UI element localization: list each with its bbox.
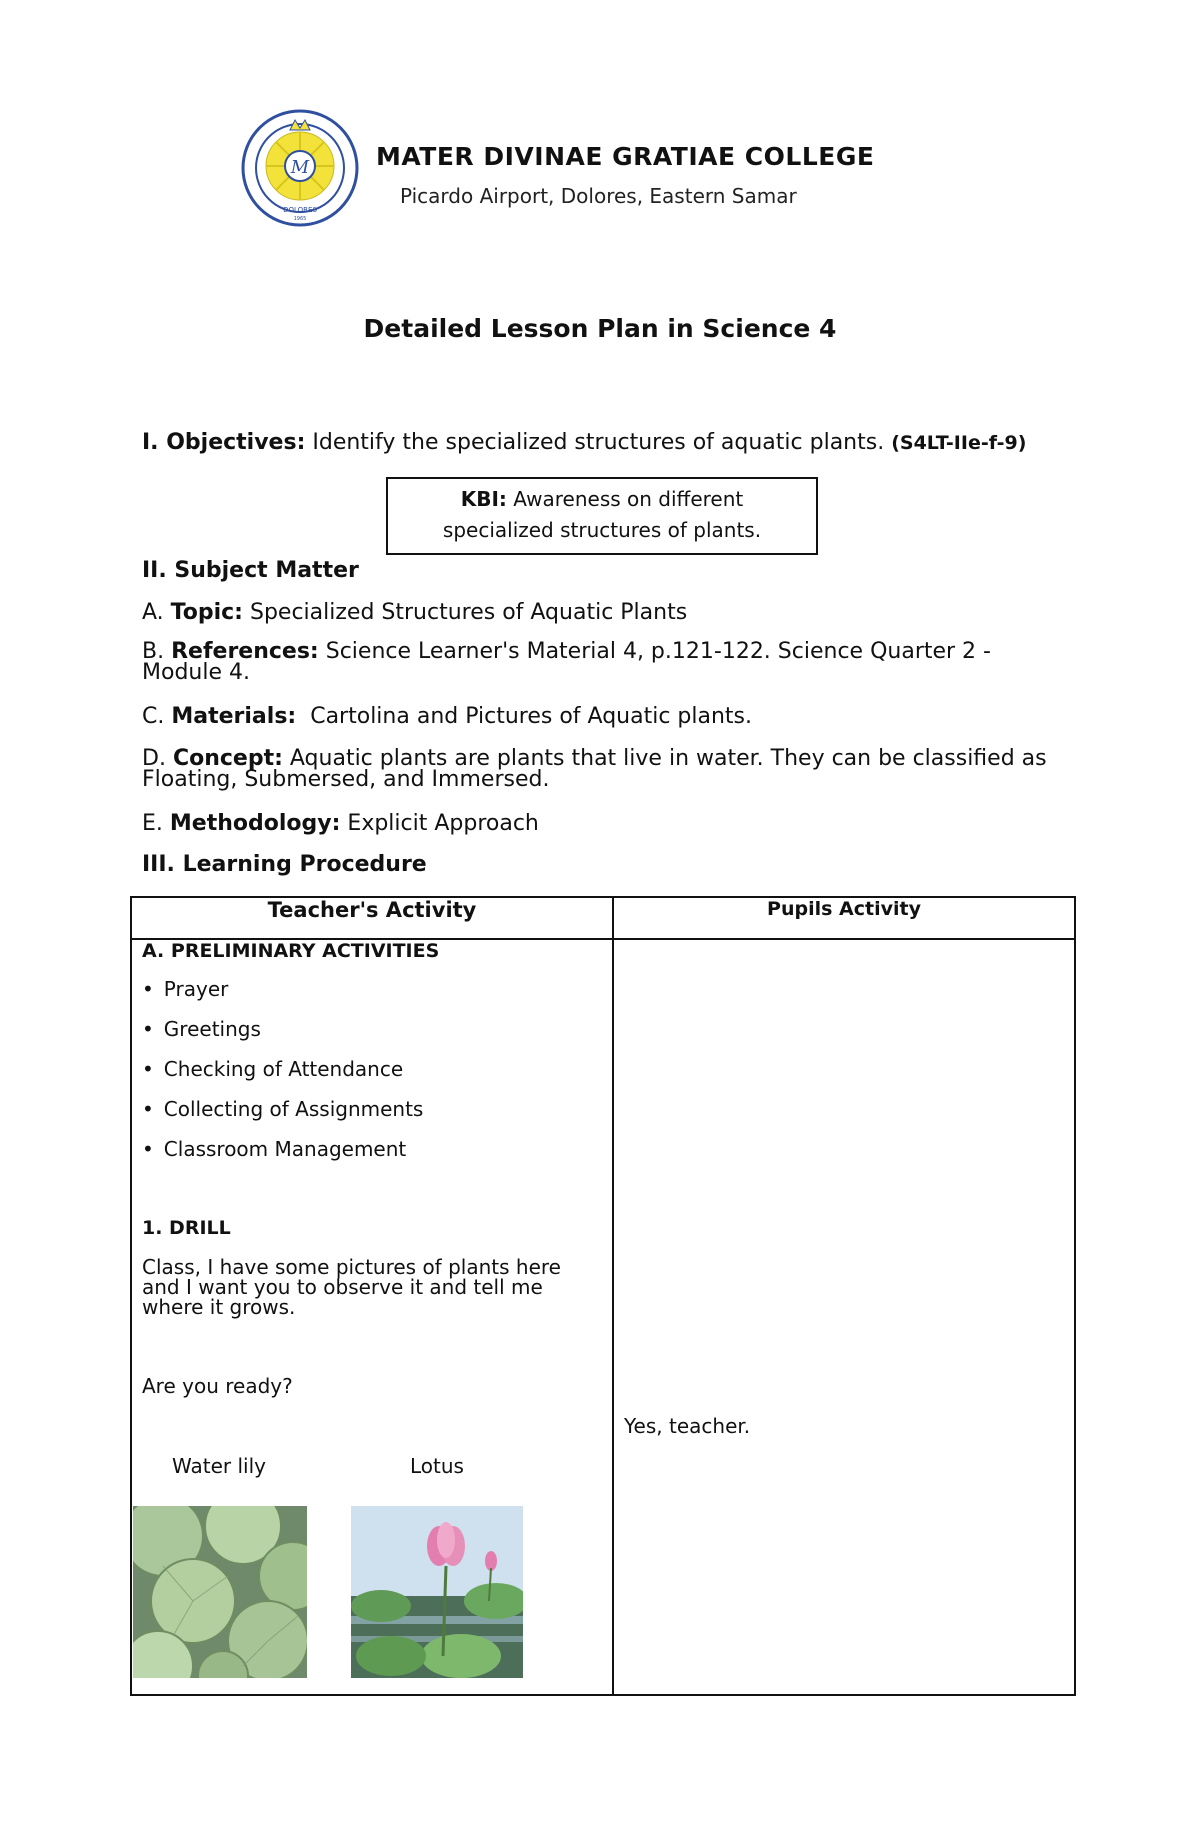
methodology-line: E. Methodology: Explicit Approach	[142, 811, 539, 836]
objectives-line	[142, 430, 1026, 455]
water-lily-image	[133, 1506, 307, 1678]
drill-text: Class, I have some pictures of plants here and I want you to observe it and tell me where it grows.	[142, 1255, 561, 1319]
list-item: • Prayer	[142, 977, 228, 1001]
kbi-line2: specialized structures of plants.	[442, 518, 762, 542]
logo-monogram: M	[290, 157, 310, 178]
list-item: • Classroom Management	[142, 1137, 406, 1161]
subject-matter-heading: II. Subject Matter	[142, 558, 359, 583]
learning-procedure-heading: III. Learning Procedure	[142, 852, 427, 877]
list-item: • Checking of Attendance	[142, 1057, 403, 1081]
college-name: MATER DIVINAE GRATIAE COLLEGE	[376, 142, 875, 171]
document-title: Detailed Lesson Plan in Science 4	[363, 314, 837, 343]
list-item: • Greetings	[142, 1017, 261, 1041]
col-header-pupils: Pupils Activity	[767, 898, 921, 920]
objectives-text: Identify the specialized structures of aquatic plants.	[312, 430, 885, 455]
table-column-divider	[612, 896, 614, 1696]
college-seal-logo	[240, 108, 360, 228]
materials-line: C. Materials: Cartolina and Pictures of Aquatic plants.	[142, 704, 752, 729]
kbi-label: KBI:	[460, 487, 507, 511]
kbi-box	[386, 477, 818, 555]
drill-heading: 1. DRILL	[142, 1217, 231, 1239]
section-preliminary: A. PRELIMINARY ACTIVITIES	[142, 940, 440, 962]
objectives-code: (S4LT-IIe-f-9)	[891, 432, 1027, 454]
col-header-teacher: Teacher's Activity	[267, 898, 477, 922]
college-address: Picardo Airport, Dolores, Eastern Samar	[400, 184, 797, 208]
lotus-image	[351, 1506, 523, 1678]
picture-label-lotus: Lotus	[410, 1454, 464, 1478]
pupil-answer: Yes, teacher.	[624, 1414, 751, 1438]
references-line: B. References: Science Learner's Material 4, p.121-122. Science Quarter 2 - Module 4.	[142, 639, 991, 685]
logo-year: 1965	[293, 216, 307, 222]
picture-label-water-lily: Water lily	[172, 1454, 266, 1478]
logo-text-bottom: DOLORES	[283, 206, 317, 214]
kbi-line1: Awareness on different	[513, 487, 744, 511]
objectives-label: I. Objectives:	[142, 430, 306, 455]
ready-question: Are you ready?	[142, 1374, 293, 1398]
topic-line: A. Topic: Specialized Structures of Aquatic Plants	[142, 600, 688, 625]
concept-line: D. Concept: Aquatic plants are plants that live in water. They can be classified as Floating, Submersed, and Immersed.	[142, 746, 1047, 792]
list-item: • Collecting of Assignments	[142, 1097, 423, 1121]
